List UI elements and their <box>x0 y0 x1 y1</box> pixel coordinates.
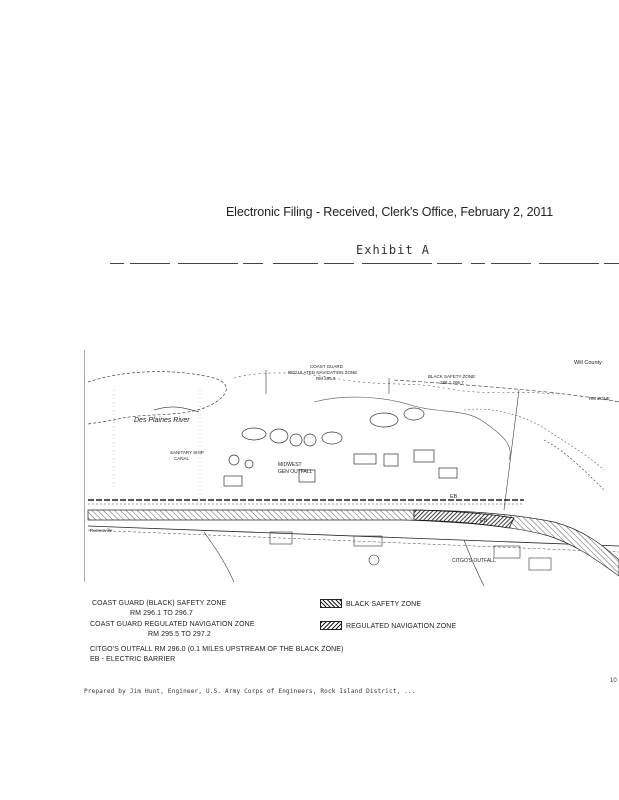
swatch2-label: REGULATED NAVIGATION ZONE <box>346 623 457 630</box>
zone-right-label: RM ZONE <box>589 396 610 401</box>
map-figure <box>84 350 619 598</box>
romeoville-label: Romeoville <box>90 528 113 533</box>
eb-label-2: EB <box>480 518 488 524</box>
legend-item3: CITGO'S OUTFALL RM 296.0 (0.1 MILES UPSTREAM OF THE BLACK ZONE) <box>90 646 344 653</box>
exhibit-label: Exhibit A <box>356 243 431 257</box>
outfall-label-1: MIDWEST <box>278 462 302 468</box>
cg-zone-label-3: RM 295.5 <box>316 376 336 381</box>
swatch1-label: BLACK SAFETY ZONE <box>346 601 422 608</box>
legend-item1-title: COAST GUARD (BLACK) SAFETY ZONE <box>92 600 227 607</box>
legend-item1-range: RM 296.1 TO 296.7 <box>130 610 193 617</box>
page-number: 10 <box>610 678 617 684</box>
regulated-zone-swatch <box>320 621 342 630</box>
plant-label-2: CANAL <box>174 456 190 461</box>
cg-zone-label-2: REGULATED NAVIGATION ZONE <box>288 370 358 375</box>
outfall-label-2: GEN OUTFALL <box>278 469 313 475</box>
plant-label-1: SANITARY SHIP <box>170 450 204 455</box>
black-zone-label-2: 296.1 296.7 <box>440 380 464 385</box>
legend-item2-title: COAST GUARD REGULATED NAVIGATION ZONE <box>90 621 255 628</box>
dashed-rule <box>110 262 619 265</box>
legend-item2-range: RM 295.5 TO 297.2 <box>148 631 211 638</box>
river-label: Des Plaines River <box>134 417 190 424</box>
legend-item4: EB - ELECTRIC BARRIER <box>90 656 176 663</box>
county-label: Will County <box>574 360 602 366</box>
black-zone-swatch <box>320 599 342 608</box>
filing-stamp: Electronic Filing - Received, Clerk's Office, February 2, 2011 <box>225 205 554 219</box>
eb-label-1: EB <box>450 494 458 500</box>
citgo-outfall-label: CITGO'S OUTFALL <box>452 558 496 564</box>
footer-text: Prepared by Jim Hunt, Engineer, U.S. Army Corps of Engineers, Rock Island District, ... <box>84 688 416 695</box>
cg-zone-label-1: COAST GUARD <box>310 364 343 369</box>
black-zone-label-1: BLACK SAFETY ZONE <box>428 374 476 379</box>
